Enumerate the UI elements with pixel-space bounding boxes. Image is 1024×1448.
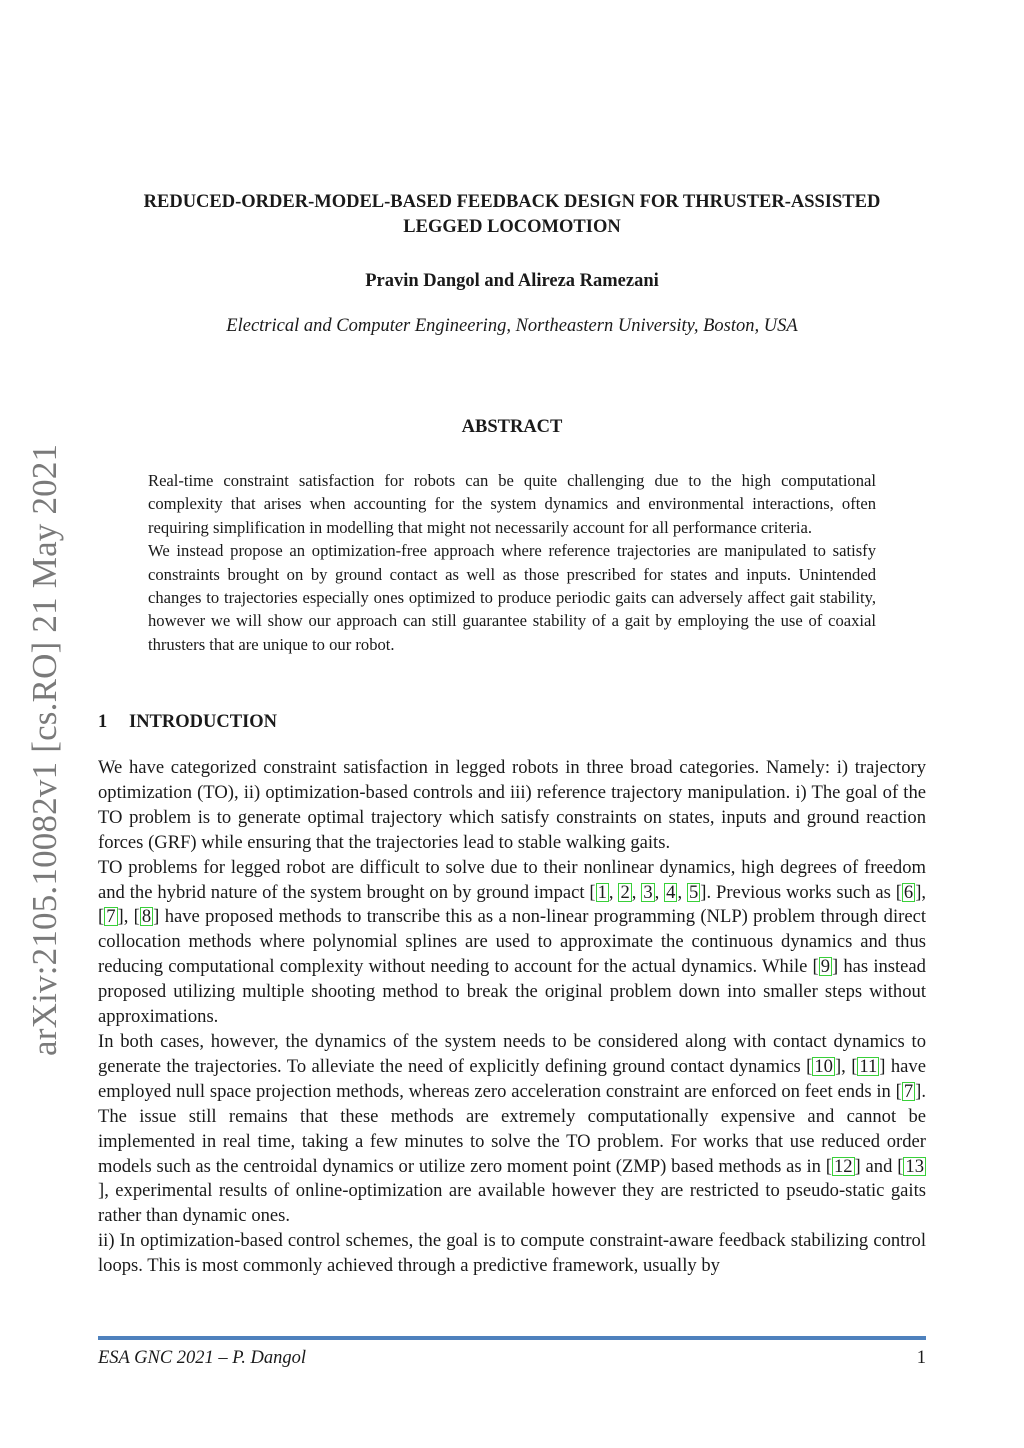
footer-rule (98, 1336, 926, 1340)
citation-link[interactable]: 13 (905, 1155, 924, 1177)
introduction-body (98, 756, 926, 1279)
citation-link[interactable]: 5 (689, 881, 699, 903)
section-title: INTRODUCTION (129, 712, 278, 732)
text-run: ] have employed null space projection methods, whereas zero acceleration constraint are enforced on feet ends in [ (98, 1055, 926, 1102)
page-number: 1 (916, 1348, 926, 1368)
citation-link[interactable]: 12 (833, 1155, 853, 1177)
footer-conference: ESA GNC 2021 – P. Dangol (98, 1348, 306, 1368)
abstract-heading: ABSTRACT (461, 417, 563, 437)
arxiv-identifier: arXiv:2105.10082v1 [cs.RO] 21 May 2021 (25, 443, 64, 1057)
abstract-paragraph: We instead propose an optimization-free approach where reference trajectories are manipulated to satisfy constraints brought on by ground contact as well as those prescribed for states and inputs. Unintended changes to trajectories especially ones optimized to produce periodic gaits can adversely affect gait stability, however we will show our approach can still guarantee stability of a gait by employing the use of coaxial thrusters that are unique to our robot. (148, 541, 876, 654)
citation-link[interactable]: 7 (106, 906, 116, 928)
section-number: 1 (98, 712, 108, 732)
title-line-2: LEGGED LOCOMOTION (403, 217, 621, 237)
citation-link[interactable]: 1 (597, 881, 607, 903)
section-heading (98, 712, 277, 733)
text-run: ], [ (834, 1055, 858, 1077)
text-run: ], [ (117, 906, 140, 928)
text-run: ]. The issue still remains that these methods are extremely computationally expensive and cannot be implemented in real time, taking a few minutes to solve the TO problem. For works that use reduced order models such as the centroidal dynamics or utilize zero moment point (ZMP) based methods as in [ (98, 1080, 926, 1177)
body-paragraph: TO problems for legged robot are difficult to solve due to their nonlinear dynamics, high degrees of freedom and the hybrid nature of the system brought on by ground impact [ 1 , 2 , 3 , 4 , 5 ]. Previous works such as [ 6 ], [ 7 ], [ 8 ] have proposed methods to transcribe this as a non-linear programming (NLP) problem through direct collocation methods where polynomial splines are used to approximate the continuous dynamics and thus reducing computational complexity without needing to account for the actual dynamics. While [ 9 ] has instead proposed utilizing multiple shooting method to break the original problem down into smaller steps without approximations. (98, 856, 927, 1028)
affiliation: Electrical and Computer Engineering, Northeastern University, Boston, USA (226, 316, 798, 336)
citation-link[interactable]: 2 (620, 881, 630, 903)
citation-link[interactable]: 9 (820, 956, 831, 978)
text-run: ], experimental results of online-optimization are available however they are restricted to pseudo-static gaits rather than dynamic ones. (98, 1180, 926, 1227)
text-run: TO problems for legged robot are difficult to solve due to their nonlinear dynamics, high degrees of freedom and the hybrid nature of the system brought on by ground impact [ (98, 856, 926, 903)
abstract (148, 469, 876, 656)
citation-link[interactable]: 7 (903, 1080, 914, 1102)
text-run: ] have proposed methods to transcribe this as a non-linear programming (NLP) problem through direct collocation methods where polynomial splines are used to approximate the continuous dynamics and thus reducing computational complexity without needing to account for the actual dynamics. While [ (98, 906, 926, 978)
citation-link[interactable]: 11 (859, 1055, 878, 1077)
text-run: ] has instead proposed utilizing multiple shooting method to break the original problem down into smaller steps without approximations. (98, 956, 926, 1028)
title-line-1: REDUCED-ORDER-MODEL-BASED FEEDBACK DESIGN FOR THRUSTER-ASSISTED (143, 192, 881, 212)
abstract-paragraph: Real-time constraint satisfaction for robots can be quite challenging due to the high computational complexity that arises when accounting for the system dynamics and environmental interactions, often requiring simplification in modelling that might not necessarily account for all performance criteria. (148, 471, 876, 537)
text-run: In both cases, however, the dynamics of the system needs to be considered along with contact dynamics to generate the trajectories. To alleviate the need of explicitly defining ground contact dynamics [ (98, 1030, 926, 1077)
citation-link[interactable]: 3 (643, 881, 653, 903)
text-run: ] and [ (854, 1155, 904, 1177)
body-paragraph: We have categorized constraint satisfaction in legged robots in three broad categories. Namely: i) trajectory optimization (TO), ii) optimization-based controls and iii) reference trajectory manipulation. i) The goal of the TO problem is to generate optimal trajectory which satisfy constraints on states, inputs and ground reaction forces (GRF) while ensuring that the trajectories lead to stable walking gaits. (98, 757, 926, 853)
paper-title (98, 190, 926, 240)
text-run: ], [ (98, 881, 927, 928)
text-run: ]. Previous works such as [ (700, 881, 902, 903)
citation-link[interactable]: 10 (814, 1055, 833, 1077)
body-paragraph (98, 1030, 926, 1229)
body-paragraph: ii) In optimization-based control schemes, the goal is to compute constraint-aware feedback stabilizing control loops. This is most commonly achieved through a predictive framework, usually by (98, 1230, 926, 1277)
citation-link[interactable]: 8 (141, 906, 152, 928)
citation-link[interactable]: 6 (903, 881, 914, 903)
authors: Pravin Dangol and Alireza Ramezani (365, 271, 659, 291)
citation-link[interactable]: 4 (666, 881, 676, 903)
